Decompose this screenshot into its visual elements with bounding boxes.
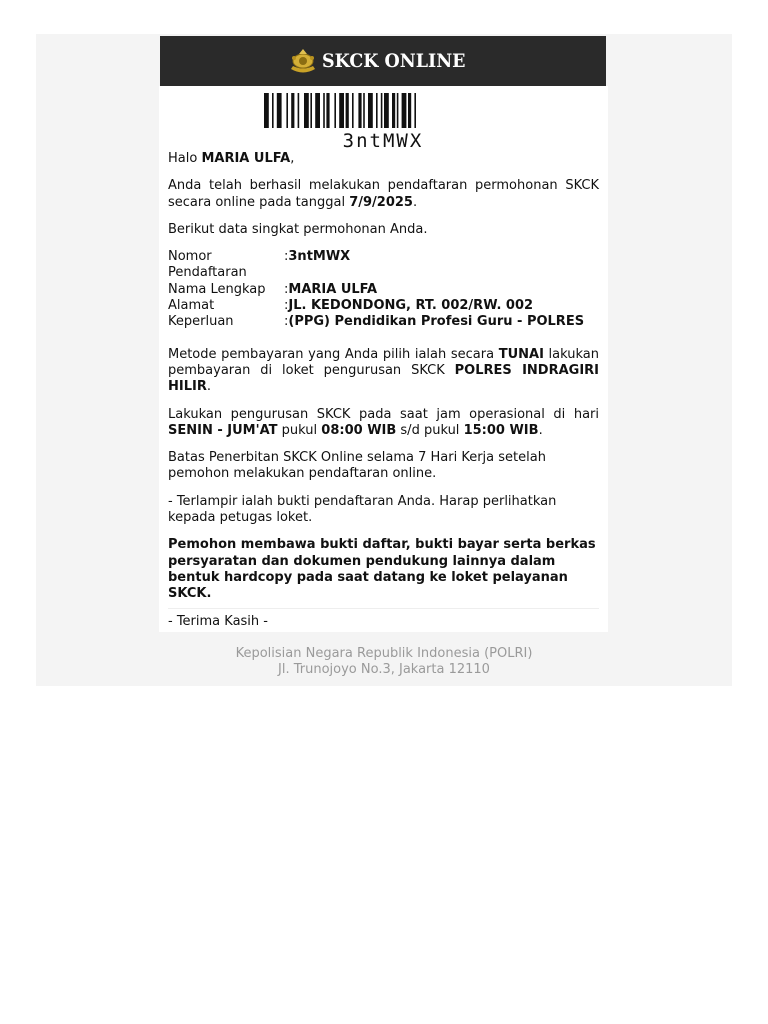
skck-logo <box>288 47 478 75</box>
info-value: JL. KEDONDONG, RT. 002/RW. 002 <box>288 298 534 314</box>
payment-office: POLRES INDRAGIRI HILIR <box>168 362 600 395</box>
police-emblem-icon <box>288 47 318 75</box>
footer-organization: Kepolisian Negara Republik Indonesia (POLRI) <box>235 646 533 661</box>
barcode-bar <box>323 93 325 128</box>
divider <box>168 608 599 609</box>
barcode-bar <box>339 93 344 128</box>
barcode-bar <box>368 93 373 128</box>
info-value: 3ntMWX <box>288 249 351 265</box>
greeting: Halo MARIA ULFA, <box>168 151 295 166</box>
closing-text: - Terima Kasih - <box>168 613 268 629</box>
applicant-name: MARIA ULFA <box>201 151 291 166</box>
barcode-bar <box>304 93 309 128</box>
info-label: Keperluan <box>168 314 234 330</box>
info-value: MARIA ULFA <box>288 281 378 297</box>
barcode-bar <box>286 93 288 128</box>
registration-info-table <box>168 249 584 330</box>
intro-line-2: secara online pada tanggal 7/9/2025. <box>168 194 418 210</box>
info-row: Keperluan :(PPG) Pendidikan Profesi Guru - POLRES <box>168 314 585 330</box>
payment-method: TUNAI <box>498 346 544 362</box>
info-value: (PPG) Pendidikan Profesi Guru - POLRES <box>288 314 585 330</box>
requirements-notice: Pemohon membawa bukti daftar, bukti bayar serta berkas persyaratan dan dokumen pendukung lainnya dalam bentuk hardcopy pada saat datang ke loket pelayanan SKCK. <box>168 537 596 602</box>
footer-address: Jl. Trunojoyo No.3, Jakarta 12110 <box>278 662 490 677</box>
info-row: Nama Lengkap :MARIA ULFA <box>168 281 378 297</box>
operating-hours: Lakukan pengurusan SKCK pada saat jam operasional di hari SENIN - JUM'AT pukul 08:00 WIB s/d pukul 15:00 WIB. <box>168 406 599 438</box>
payment-info: Metode pembayaran yang Anda pilih ialah secara TUNAI lakukan pembayaran di loket pengurusan SKCK POLRES INDRAGIRI HILIR. <box>168 346 600 395</box>
deadline-note: Batas Penerbitan SKCK Online selama 7 Hari Kerja setelah pemohon melakukan pendaftaran online. <box>168 450 546 482</box>
barcode-bar <box>408 93 411 128</box>
barcode-bar <box>381 93 383 128</box>
logo-text: SKCK ONLINE <box>322 50 466 72</box>
email-body <box>168 151 599 630</box>
barcode-bar <box>414 93 416 128</box>
barcode-bar <box>326 93 329 128</box>
registration-date: 7/9/2025 <box>349 194 413 210</box>
registration-barcode <box>264 93 502 128</box>
barcode-bar <box>310 93 312 128</box>
barcode-bar <box>272 93 274 128</box>
barcode-bar <box>402 93 407 128</box>
barcode-bar <box>298 93 300 128</box>
operating-days: SENIN - JUM'AT <box>168 422 278 438</box>
barcode-bar <box>334 93 336 128</box>
start-time: 08:00 WIB <box>321 422 397 438</box>
barcode-bar <box>264 93 269 128</box>
barcode-bar <box>392 93 395 128</box>
barcode-bar <box>346 93 349 128</box>
intro-line-1: Anda telah berhasil melakukan pendaftaran permohonan SKCK <box>168 178 599 194</box>
barcode-bar <box>358 93 361 128</box>
end-time: 15:00 WIB <box>463 422 539 438</box>
summary-intro: Berikut data singkat permohonan Anda. <box>168 221 428 237</box>
barcode-bar <box>384 93 389 128</box>
barcode-bar <box>363 93 365 128</box>
barcode-code: 3ntMWX <box>342 130 424 152</box>
barcode-bar <box>291 93 294 128</box>
info-label: Alamat <box>168 298 215 314</box>
attachment-note: - Terlampir ialah bukti pendaftaran Anda. Harap perlihatkan kepada petugas loket. <box>168 493 557 526</box>
barcode-bar <box>376 93 378 128</box>
info-label: Nomor Pendaftaran <box>168 249 247 281</box>
barcode-bar <box>352 93 354 128</box>
barcode-bar <box>315 93 320 128</box>
barcode-bar <box>397 93 399 128</box>
email-header <box>160 36 606 86</box>
info-row: Alamat :JL. KEDONDONG, RT. 002/RW. 002 <box>168 298 534 314</box>
info-row: Nomor Pendaftaran :3ntMWX <box>168 249 351 281</box>
info-label: Nama Lengkap <box>168 281 266 297</box>
barcode-bar <box>277 93 282 128</box>
email-footer <box>36 646 732 678</box>
